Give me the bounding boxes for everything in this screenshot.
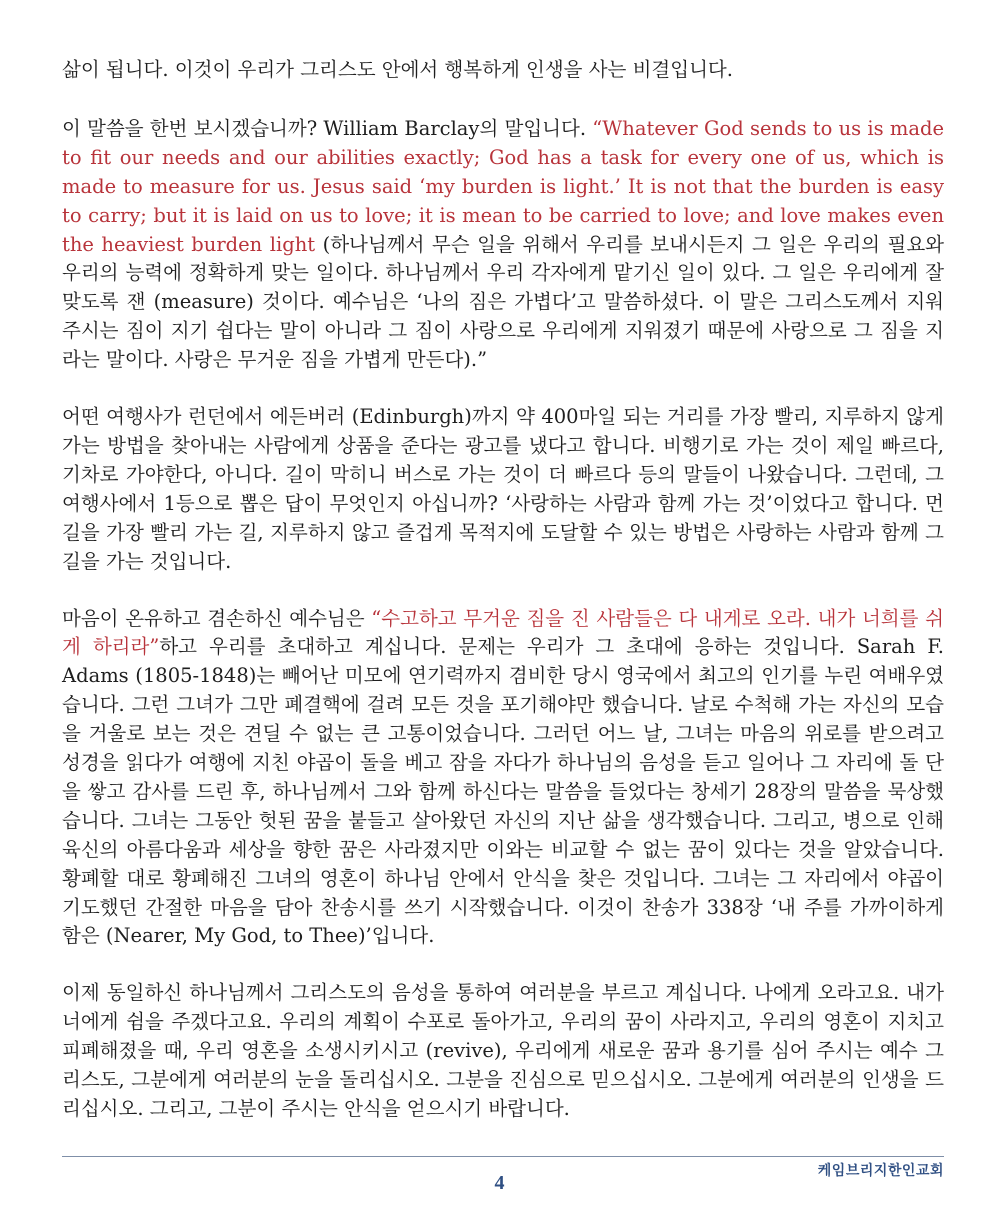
paragraph-2: [62, 115, 944, 375]
paragraph-2-intro: 이 말씀을 한번 보시겠습니까? William Barclay의 말입니다.: [62, 116, 593, 140]
paragraph-3-text: 어떤 여행사가 런던에서 에든버러 (Edinburgh)까지 약 400마일 되는 거리를 가장 빨리, 지루하지 않게 가는 방법을 찾아내는 사람에게 상품을 준다는 광고를 냈다고 합니다. 비행기로 가는 것이 제일 빠르다, 기차로 가야한다, 아니다. 길이 막히니 버스로 가는 것이 더 빠르다 등의 말들이 나왔습니다. 그런데, 그 여행사에서 1등으로 뽑은 답이 무엇인지 아십니까? ‘사랑하는 사람과 함께 가는 것’이었다고 합니다. 먼 길을 가장 빨리 가는 길, 지루하지 않고 즐겁게 목적지에 도달할 수 있는 방법은 사랑하는 사람과 함께 그 길을 가는 것입니다.: [62, 405, 944, 573]
paragraph-3: [62, 403, 944, 576]
page-number: 4: [494, 1172, 505, 1194]
paragraph-4-body: 하고 우리를 초대하고 계십니다. 문제는 우리가 그 초대에 응하는 것입니다. Sarah F. Adams (1805-1848)는 빼어난 미모에 연기력까지 겸비한 당시 영국에서 최고의 인기를 누린 여배우였습니다. 그런 그녀가 그만 폐결핵에 걸려 모든 것을 포기해야만 했습니다. 날로 수척해 가는 자신의 모습을 거울로 보는 것은 견딜 수 없는 큰 고통이었습니다. 그러던 어느 날, 그녀는 마음의 위로를 받으려고 성경을 읽다가 여행에 지친 야곱이 돌을 베고 잠을 자다가 하나님의 음성을 듣고 일어나 그 자리에 돌 단을 쌓고 감사를 드린 후, 하나님께서 그와 함께 하신다는 말씀을 들었다는 창세기 28장의 말씀을 묵상했습니다. 그녀는 그동안 헛된 꿈을 붙들고 살아왔던 자신의 지난 삶을 생각했습니다. 그리고, 병으로 인해 육신의 아름다움과 세상을 향한 꿈은 사라졌지만 이와는 비교할 수 없는 꿈이 있다는 것을 알았습니다. 황폐할 대로 황폐해진 그녀의 영혼이 하나님 안에서 안식을 찾은 것입니다. 그녀는 그 자리에서 야곱이 기도했던 간절한 마음을 담아 찬송시를 쓰기 시작했습니다. 이것이 찬송가 338장 ‘내 주를 가까이하게 함은 (Nearer, My God, to Thee)’입니다.: [62, 635, 945, 948]
church-name: 케임브리지한인교회: [817, 1163, 944, 1179]
jesus-quote: “수고하고 무거운 짐을 진 사람들은 다 내게로 오라. 내가 너희를 쉬게 하리라”: [62, 606, 944, 659]
footer-divider: [62, 1156, 944, 1157]
barclay-quote: “Whatever God sends to us is made to fit our needs and our abilities exactly; God has a task for every one of us, which is made to measure for us. Jesus said ‘my burden is light.’ It is not that the burden is easy to carry; but it is laid on us to love; it is mean to be carried to love; and love makes even the heaviest burden light: [62, 116, 944, 256]
paragraph-2-translation: (하나님께서 무슨 일을 위해서 우리를 보내시든지 그 일은 우리의 필요와 우리의 능력에 정확하게 맞는 일이다. 하나님께서 우리 각자에게 맡기신 일이 있다. 그 일은 우리에게 잘 맞도록 잰 (measure) 것이다. 예수님은 ‘나의 짐은 가볍다’고 말씀하셨다. 이 말은 그리스도께서 지워 주시는 짐이 지기 쉽다는 말이 아니라 그 짐이 사랑으로 우리에게 지워졌기 때문에 사랑으로 그 짐을 지라는 말이다. 사랑은 무거운 짐을 가볍게 만든다).”: [62, 232, 945, 372]
paragraph-1-text: 삶이 됩니다. 이것이 우리가 그리스도 안에서 행복하게 인생을 사는 비결입니다.: [62, 58, 733, 81]
paragraph-4: [62, 605, 944, 952]
paragraph-4-intro: 마음이 온유하고 겸손하신 예수님은: [62, 606, 372, 630]
paragraph-5-text: 이제 동일하신 하나님께서 그리스도의 음성을 통하여 여러분을 부르고 계십니다. 나에게 오라고요. 내가 너에게 쉼을 주겠다고요. 우리의 계획이 수포로 돌아가고, 우리의 꿈이 사라지고, 우리의 영혼이 지치고 피폐해졌을 때, 우리 영혼을 소생시키시고 (revive), 우리에게 새로운 꿈과 용기를 심어 주시는 예수 그리스도, 그분에게 여러분의 눈을 돌리십시오. 그분을 진심으로 믿으십시오. 그분에게 여러분의 인생을 드리십시오. 그리고, 그분이 주시는 안식을 얻으시기 바랍니다.: [62, 981, 944, 1120]
paragraph-5: [62, 979, 944, 1124]
paragraph-1: [62, 56, 944, 85]
document-body: [62, 56, 944, 1152]
